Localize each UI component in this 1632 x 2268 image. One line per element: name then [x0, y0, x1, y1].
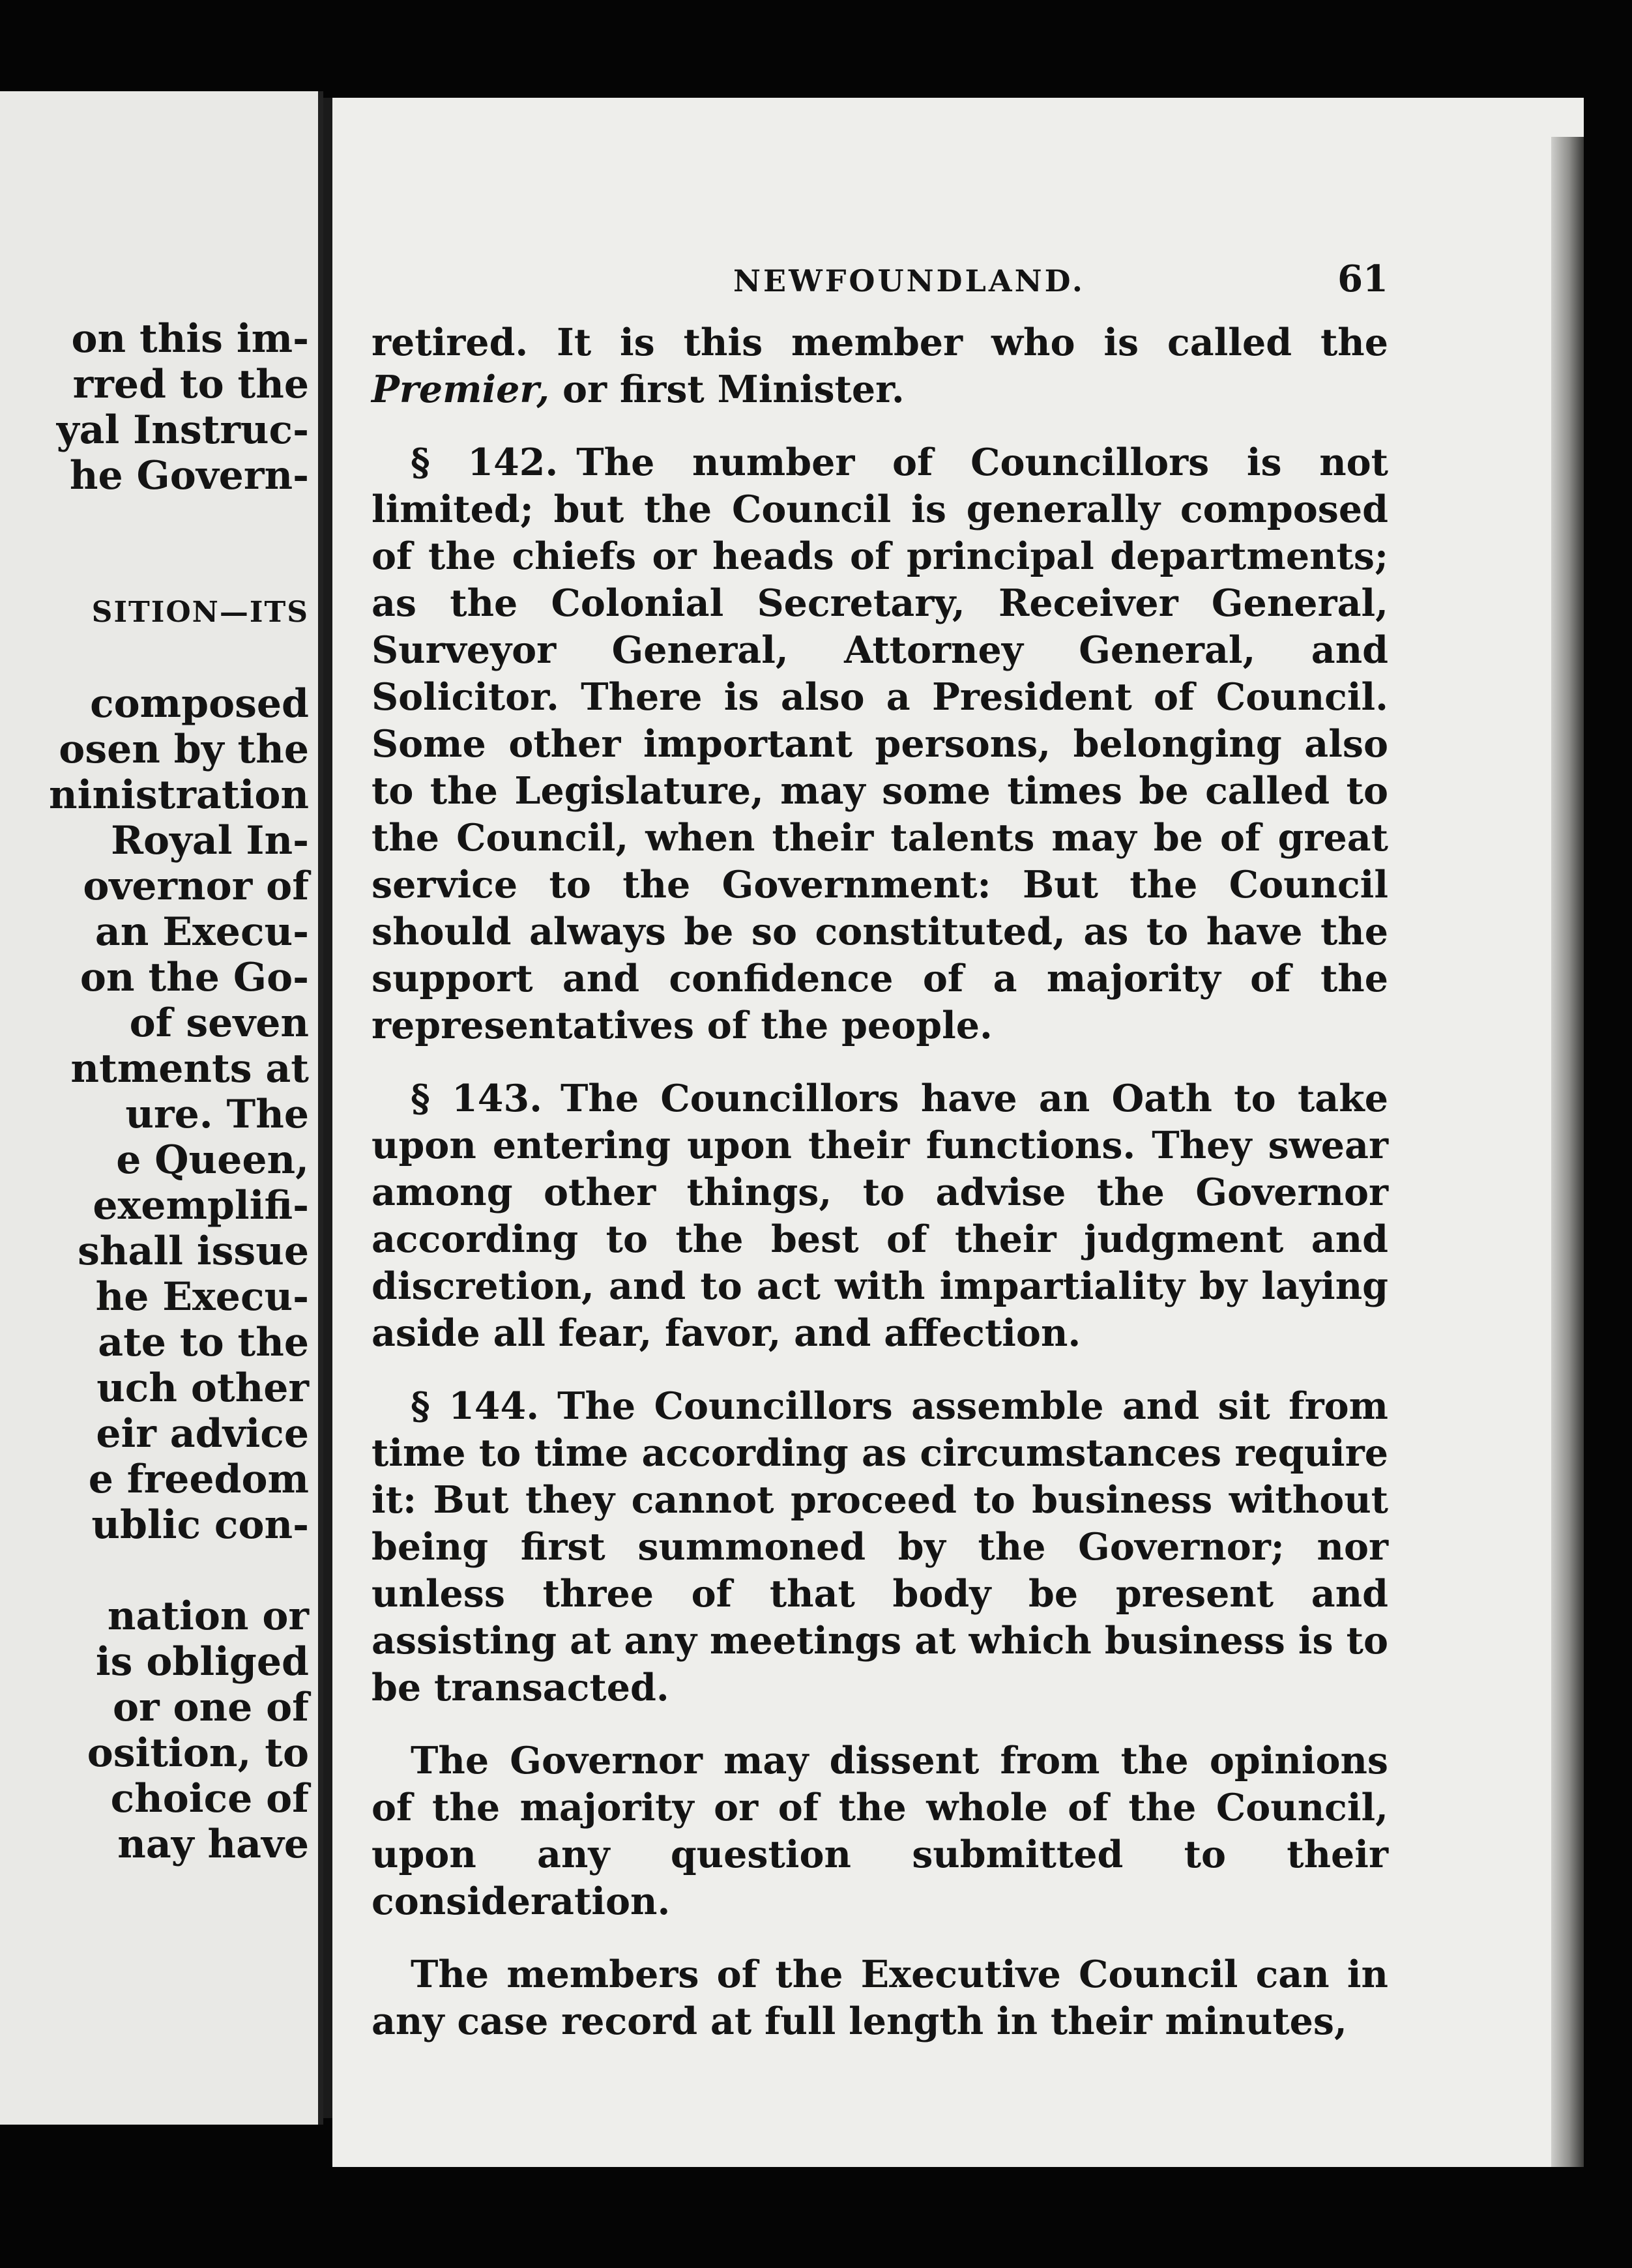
left-line: exemplifi- — [93, 1183, 309, 1228]
left-line: overnor of — [83, 864, 309, 909]
left-line: on the Go- — [80, 955, 309, 1000]
left-line-gap — [0, 635, 309, 681]
section-number: § 142. — [411, 441, 559, 484]
page-body — [372, 319, 1388, 2071]
running-title: NEWFOUNDLAND. — [733, 263, 1085, 298]
paragraph-text: retired. It is this member who is called the — [372, 321, 1388, 364]
left-line: SITION—ITS — [91, 596, 309, 629]
left-line: is obliged — [95, 1639, 309, 1685]
left-line: ntments at — [70, 1046, 309, 1092]
left-line: yal Instruc- — [56, 407, 309, 453]
left-line: ure. The — [125, 1092, 309, 1137]
left-line: e Queen, — [116, 1137, 309, 1183]
left-line: ublic con- — [91, 1502, 309, 1548]
left-line: Royal In- — [111, 818, 309, 864]
left-line-gap — [0, 499, 309, 544]
section-text: The Councillors assemble and sit from time to time according as circumstances require it: But they cannot proceed to business without being first summoned by the Governor; nor unless three of that body be present and assisting at any meetings at which business is to be transacted. — [372, 1384, 1388, 1709]
left-line: rred to the — [72, 362, 309, 407]
left-line: or one of — [112, 1685, 309, 1730]
paragraph-dissent: The Governor may dissent from the opinions of the majority or of the whole of the Council, upon any question submitted to their consideration. — [372, 1739, 1388, 1923]
left-line: nation or — [107, 1593, 309, 1639]
left-line: he Execu- — [95, 1274, 309, 1320]
section-number: § 143. — [411, 1077, 542, 1120]
left-line: osen by the — [59, 727, 309, 772]
paragraph-text: or first Minister. — [549, 368, 905, 411]
left-line: ninistration — [49, 772, 309, 818]
left-line: uch other — [96, 1365, 309, 1411]
section-number: § 144. — [411, 1384, 540, 1428]
left-line: shall issue — [78, 1228, 309, 1274]
section-text: The Councillors have an Oath to take upon entering upon their functions. They swear among other things, to advise the Governor according to the best of their judgment and discretion, and to act with impartiality by laying aside all fear, favor, and affection. — [372, 1077, 1388, 1355]
section-144 — [372, 1383, 1388, 1711]
page-number: 61 — [1337, 257, 1388, 300]
left-line-gap — [0, 1548, 309, 1593]
left-line: choice of — [110, 1776, 309, 1822]
section-142 — [372, 439, 1388, 1049]
left-line: osition, to — [87, 1730, 309, 1776]
premier-term: Premier, — [372, 368, 550, 411]
left-line: e freedom — [88, 1457, 309, 1502]
left-line: he Govern- — [69, 453, 309, 499]
page-edge-shadow — [1551, 137, 1584, 2167]
left-line: an Execu- — [95, 909, 309, 955]
section-143 — [372, 1075, 1388, 1357]
left-line: composed — [90, 681, 309, 727]
left-line-gap — [0, 544, 309, 590]
left-line: eir advice — [96, 1411, 309, 1457]
left-line: ate to the — [98, 1320, 309, 1365]
left-line: nay have — [117, 1822, 309, 1867]
previous-page-fragment — [0, 91, 323, 2125]
paragraph-continuation — [372, 319, 1388, 413]
previous-page-text — [0, 316, 309, 1867]
section-text: The number of Councillors is not limited; but the Council is generally composed of the chiefs or heads of principal departments; as the Colonial Secretary, Receiver General, Surveyor General, Attorney General, and Solicitor. There is also a President of Council. Some other important persons, belonging also to the Legislature, may some times be called to the Council, when their talents may be of great service to the Government: But the Council should always be so constituted, as to have the support and confidence of a majority of the representatives of the people. — [372, 441, 1388, 1047]
running-head — [332, 257, 1388, 300]
page-61 — [332, 98, 1584, 2167]
left-line: of seven — [129, 1000, 309, 1046]
paragraph-members: The members of the Executive Council can in any case record at full length in their minutes, — [372, 1953, 1388, 2043]
left-line: on this im- — [71, 316, 309, 362]
